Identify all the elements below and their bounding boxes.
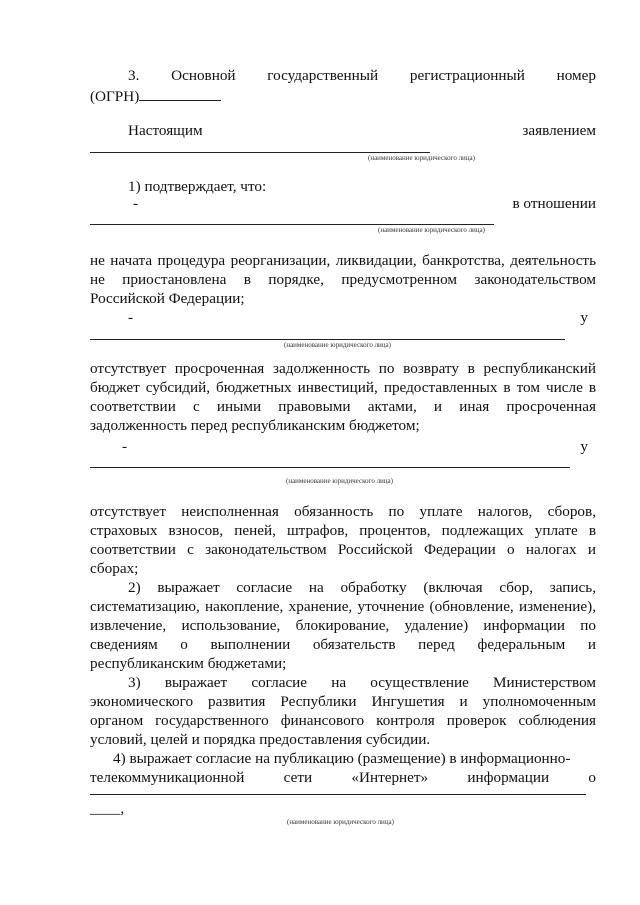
p1-line-3: Российской Федерации; [90,290,245,307]
p1-line-1: не начата процедура реорганизации, ликвидации, банкротства, деятельность [90,252,596,269]
ogrn-label [90,87,221,106]
p2-line-2: бюджет субсидий, бюджетных инвестиций, предоставленных в том числе в [90,379,596,396]
p1-blank [90,224,494,225]
p5-line-1: 3) выражает согласие на осуществление Министерством [128,674,596,691]
p3-u: у [580,438,588,455]
p2-line-4: задолженность перед республиканским бюджетом; [90,417,420,434]
p4-line-1: 2) выражает согласие на обработку (включая сбор, запись, [128,579,596,596]
intro-left: Настоящим [128,122,203,139]
p3-line-2: страховых взносов, пеней, штрафов, процентов, подлежащих уплате в [90,522,596,539]
p4-line-4: сведениям о выполнении обязательств перед федеральным и [90,636,596,653]
p3-dash: - [122,438,128,455]
ogrn-label-text: (ОГРН) [90,88,140,105]
p4-line-3: извлечение, использование, блокирование, удаление) информации по [90,617,596,634]
p2-dash: - [128,309,134,326]
p3-line-4: сборах; [90,560,139,577]
p5-line-4: условий, целей и порядка предоставления субсидии. [90,731,431,748]
p1-in-relation: в отношении [512,195,596,212]
intro-blank [90,152,430,153]
p4-line-5: республиканским бюджетами; [90,655,287,672]
p2-blank [90,339,565,340]
p6-blank [90,794,586,795]
p3-caption: (наименование юридического лица) [286,477,393,485]
p4-line-2: систематизацию, накопление, хранение, уточнение (обновление, изменение), [90,598,596,615]
p5-line-2: экономического развития Республики Ингушетия и уполномоченным [90,693,596,710]
p1-heading: 1) подтверждает, что: [128,178,267,195]
p2-caption: (наименование юридического лица) [284,341,391,349]
p6-line-1: 4) выражает согласие на публикацию (размещение) в информационно- [113,750,571,767]
intro-caption: (наименование юридического лица) [368,154,475,162]
intro-right: заявлением [522,122,596,139]
p6-caption: (наименование юридического лица) [287,818,394,826]
p1-caption: (наименование юридического лица) [378,226,485,234]
ogrn-blank [139,87,221,101]
p3-line-3: соответствии с законодательством Российской Федерации о налогах и [90,541,596,558]
p2-line-1: отсутствует просроченная задолженность по возврату в республиканский [90,360,596,377]
p6-line-2: телекоммуникационной сети «Интернет» информации о [90,769,596,786]
p3-blank [90,467,570,468]
p2-u: у [580,309,588,326]
p6-tail: ____, [90,800,125,817]
ogrn-line-1: 3. Основной государственный регистрационный номер [128,67,596,84]
p1-line-2: не приостановлена в порядке, предусмотренном законодательством [90,271,596,288]
p5-line-3: органом государственного финансового контроля проверок соблюдения [90,712,596,729]
p3-line-1: отсутствует неисполненная обязанность по уплате налогов, сборов, [90,503,596,520]
p1-dash: - [133,195,139,212]
p2-line-3: соответствии с иными правовыми актами, и иная просроченная [90,398,596,415]
